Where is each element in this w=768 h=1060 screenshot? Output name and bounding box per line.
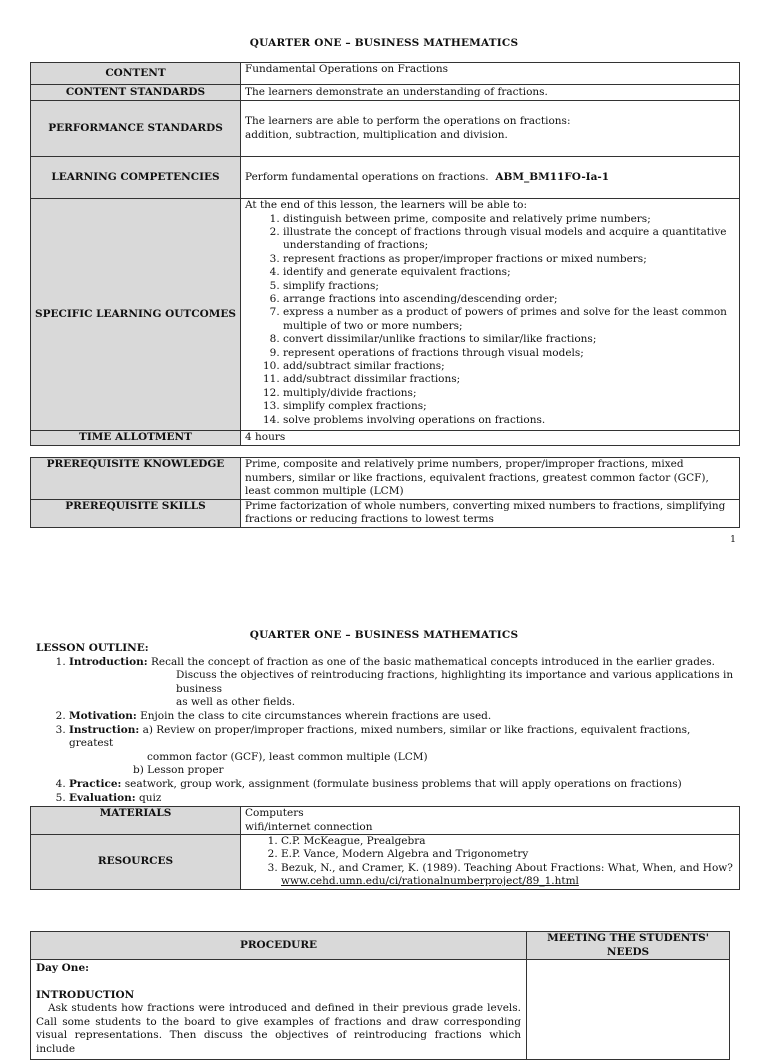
- performance-standards-label: PERFORMANCE STANDARDS: [31, 101, 241, 157]
- outline-text: Enjoin the class to cite circumstances wherein fractions are used.: [140, 709, 492, 722]
- outline-label: Introduction:: [69, 655, 148, 668]
- procedure-body: [31, 960, 527, 1060]
- students-needs-header: MEETING THE STUDENTS' NEEDS: [527, 932, 730, 960]
- list-item: 1. C.P. McKeague, Prealgebra: [281, 835, 735, 848]
- performance-standards-value: [241, 101, 740, 157]
- competency-code: ABM_BM11FO-Ia-1: [495, 170, 610, 183]
- resources-value: [241, 835, 740, 890]
- list-item: 6. arrange fractions into ascending/descending order;: [283, 293, 735, 306]
- section-heading: INTRODUCTION: [36, 988, 135, 1001]
- learning-competencies-label: LEARNING COMPETENCIES: [31, 157, 241, 199]
- specific-outcomes-value: [241, 199, 740, 431]
- materials-line: wifi/internet connection: [245, 820, 373, 833]
- prerequisite-skills-label: PREREQUISITE SKILLS: [31, 499, 241, 527]
- outline-text: quiz: [139, 791, 162, 804]
- outline-text: as well as other fields.: [176, 696, 296, 709]
- time-allotment-label: TIME ALLOTMENT: [31, 431, 241, 446]
- outline-label: Practice:: [69, 777, 122, 790]
- outline-text: common factor (GCF), least common multiple (LCM): [147, 750, 428, 763]
- list-item: 11. add/subtract dissimilar fractions;: [283, 373, 735, 386]
- list-item: 12. multiply/divide fractions;: [283, 387, 735, 400]
- procedure-header: PROCEDURE: [31, 932, 527, 960]
- list-item: 2. illustrate the concept of fractions through visual models and acquire a quantitative understanding of fractions;: [283, 226, 735, 253]
- list-item: 14. solve problems involving operations on fractions.: [283, 414, 735, 427]
- outline-label: Motivation:: [69, 709, 137, 722]
- list-item: 2. E.P. Vance, Modern Algebra and Trigonometry: [281, 848, 735, 861]
- outline-text: seatwork, group work, assignment (formulate business problems that will apply operations on fractions): [124, 777, 682, 790]
- competency-text: Perform fundamental operations on fractions.: [245, 170, 489, 183]
- content-label: CONTENT: [31, 63, 241, 85]
- list-item: 10. add/subtract similar fractions;: [283, 360, 735, 373]
- list-item: [69, 656, 736, 710]
- materials-label: MATERIALS: [31, 807, 241, 835]
- page-title: QUARTER ONE – BUSINESS MATHEMATICS: [249, 37, 519, 49]
- prerequisite-table: [30, 457, 740, 528]
- page-title: QUARTER ONE – BUSINESS MATHEMATICS: [249, 629, 519, 641]
- list-item: 13. simplify complex fractions;: [283, 400, 735, 413]
- outline-text: Discuss the objectives of reintroducing fractions, highlighting its importance and various applications in business: [176, 669, 734, 695]
- performance-line-1: The learners are able to perform the operations on fractions:: [245, 115, 571, 127]
- lesson-outline-heading: LESSON OUTLINE:: [36, 642, 149, 654]
- content-standards-label: CONTENT STANDARDS: [31, 85, 241, 101]
- time-allotment-value: 4 hours: [241, 431, 740, 446]
- page-number: 1: [729, 534, 736, 545]
- lesson-outline: [36, 642, 736, 805]
- performance-line-2: addition, subtraction, multiplication and division.: [245, 128, 508, 141]
- list-item: 7. express a number as a product of powers of primes and solve for the least common multiple of two or more numbers;: [283, 306, 735, 333]
- materials-value: [241, 807, 740, 835]
- specific-outcomes-label: SPECIFIC LEARNING OUTCOMES: [31, 199, 241, 431]
- outline-label: Evaluation:: [69, 791, 136, 804]
- list-item: 9. represent operations of fractions through visual models;: [283, 347, 735, 360]
- list-item: 3. represent fractions as proper/improper fractions or mixed numbers;: [283, 253, 735, 266]
- procedure-paragraph: Ask students how fractions were introduced and defined in their previous grade levels. Call some students to the board to give examples of fractions and draw corresponding visual representations. Then discuss the objectives of reintroducing fractions which include: [36, 1002, 521, 1055]
- resources-list: [245, 835, 735, 889]
- lesson-outline-list: [36, 656, 736, 806]
- list-item: [69, 778, 736, 792]
- outline-label: Instruction:: [69, 723, 140, 736]
- prerequisite-knowledge-value: Prime, composite and relatively prime numbers, proper/improper fractions, mixed numbers, similar or like fractions, equivalent fractions, greatest common factor (GCF), least common multiple (LCM): [241, 458, 740, 500]
- learning-competencies-value: [241, 157, 740, 199]
- content-value: Fundamental Operations on Fractions: [241, 63, 740, 85]
- lesson-plan-table: [30, 62, 740, 446]
- list-item: [69, 792, 736, 806]
- list-item: 8. convert dissimilar/unlike fractions to similar/like fractions;: [283, 333, 735, 346]
- outline-text: a) Review on proper/improper fractions, mixed numbers, similar or like fractions, equivalent fractions, greatest: [69, 723, 691, 750]
- students-needs-cell: [527, 960, 730, 1060]
- list-item: 4. identify and generate equivalent fractions;: [283, 266, 735, 279]
- prerequisite-skills-value: Prime factorization of whole numbers, converting mixed numbers to fractions, simplifying fractions or reducing fractions to lowest terms: [241, 499, 740, 527]
- outcomes-list: [245, 213, 735, 428]
- materials-table: [30, 806, 740, 890]
- list-item: [69, 710, 736, 724]
- list-item: 1. distinguish between prime, composite and relatively prime numbers;: [283, 213, 735, 226]
- prerequisite-knowledge-label: PREREQUISITE KNOWLEDGE: [31, 458, 241, 500]
- procedure-table: [30, 931, 730, 1060]
- outline-text: Recall the concept of fraction as one of the basic mathematical concepts introduced in the earlier grades.: [151, 655, 715, 668]
- resource-text: Bezuk, N., and Cramer, K. (1989). Teaching About Fractions: What, When, and How?: [281, 861, 733, 874]
- day-label: Day One:: [36, 962, 90, 974]
- materials-line: Computers: [245, 807, 304, 819]
- list-item: [69, 724, 736, 778]
- resources-label: RESOURCES: [31, 835, 241, 890]
- outcomes-intro: At the end of this lesson, the learners will be able to:: [245, 199, 527, 211]
- list-item: 5. simplify fractions;: [283, 280, 735, 293]
- list-item: [281, 862, 735, 889]
- resource-link[interactable]: www.cehd.umn.edu/ci/rationalnumberproject/89_1.html: [281, 875, 579, 888]
- outline-text: b) Lesson proper: [133, 764, 224, 777]
- content-standards-value: The learners demonstrate an understanding of fractions.: [241, 85, 740, 101]
